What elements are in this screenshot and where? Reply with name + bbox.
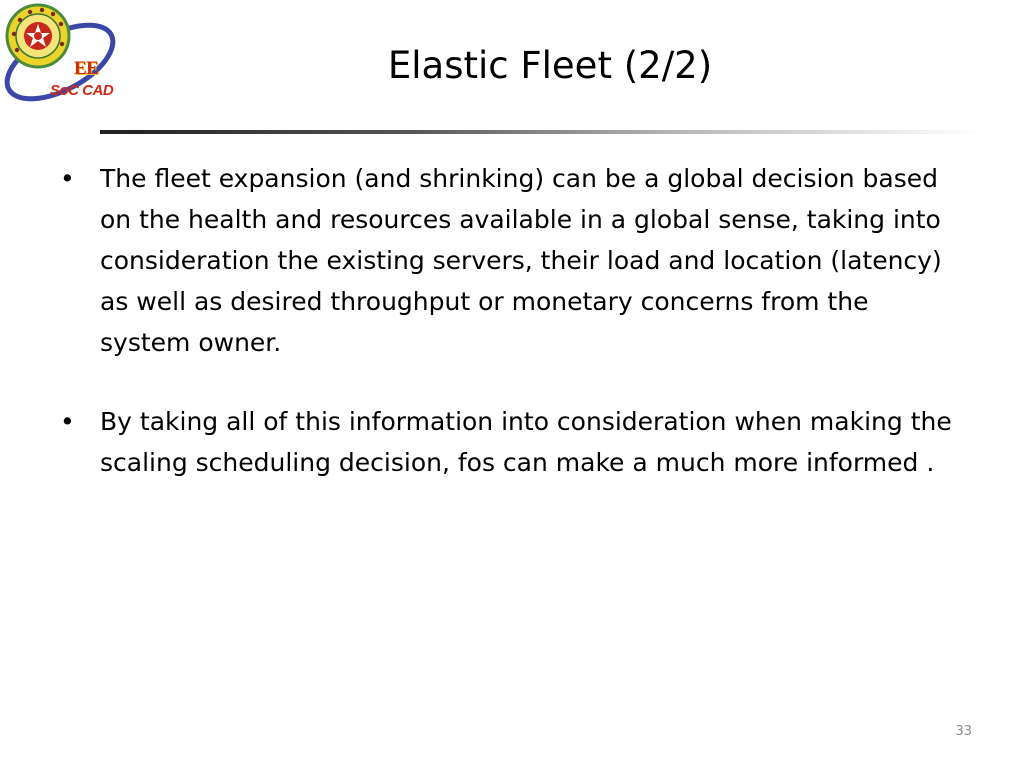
bullet-text: By taking all of this information into consideration when making the scaling scheduling decision, fos can make a much more informed . — [100, 407, 952, 477]
slide-title: Elastic Fleet (2/2) — [387, 44, 713, 87]
ee-soc-cad-logo — [0, 0, 125, 110]
page-number: 33 — [955, 724, 972, 739]
logo-soc-cad-text: SoC CAD — [50, 82, 114, 99]
bullet-text: The fleet expansion (and shrinking) can be a global decision based on the health and resources available in a global sense, taking into consideration the existing servers, their load and location (latency) as well as desired throughput or monetary concerns from the system owner. — [100, 164, 942, 357]
title-divider — [100, 130, 980, 134]
bullet-item — [60, 158, 960, 363]
bullet-dot-icon: • — [60, 407, 75, 436]
bullet-dot-icon: • — [60, 164, 75, 193]
logo-ee-text: EE — [74, 58, 99, 79]
slide-body — [60, 158, 960, 521]
bullet-item — [60, 401, 960, 483]
